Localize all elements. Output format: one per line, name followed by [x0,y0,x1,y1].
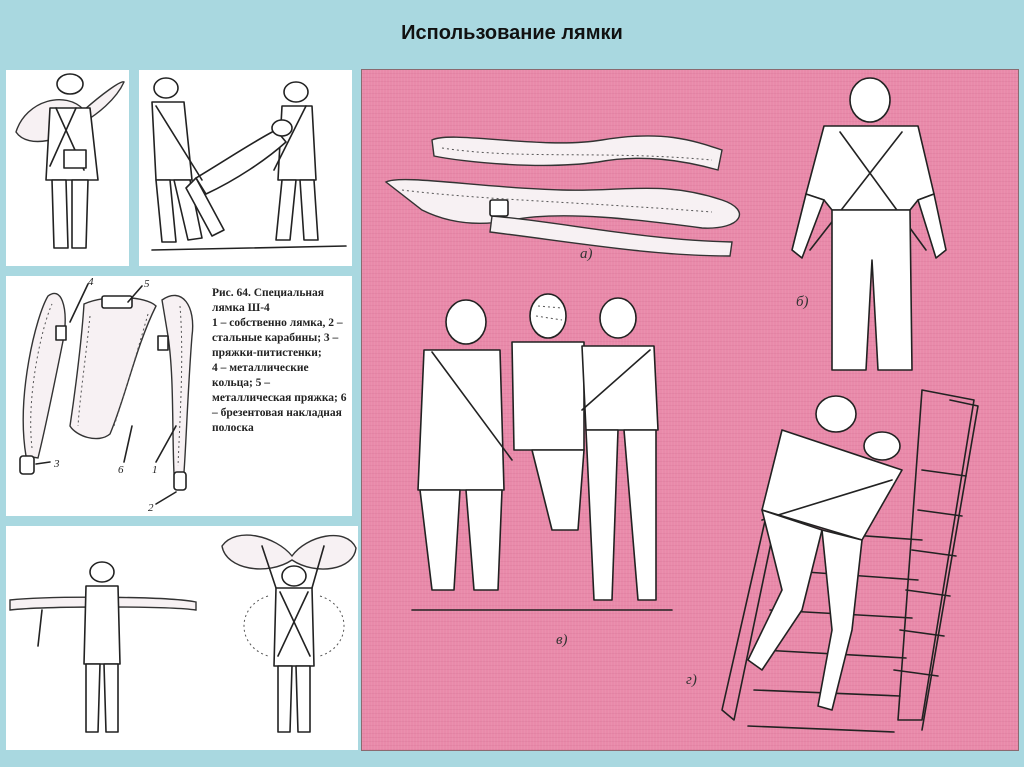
figure-label-v: в) [556,632,568,648]
slide-title: Использование лямки [401,22,623,44]
part-number: 4 [88,276,94,288]
figure-64-strap-sh4 [6,276,352,516]
soldiers-carrying-drawing [6,70,352,266]
man-climbing-ladder-figure [722,390,978,732]
figure-label-b: б) [796,294,809,310]
figure-label-a: а) [580,246,593,262]
soldier-figure-eight-figure [222,535,356,732]
two-soldiers-with-wounded-figure [152,78,346,250]
strap-laid-out-figure [386,136,739,256]
soldier-back-figure [16,74,124,248]
part-number: 2 [148,502,154,514]
illustration-strap-usage [362,70,1018,750]
illustration-soldiers-carrying [6,70,352,266]
part-number: 1 [152,464,158,476]
two-men-carrying-patient-figure [412,294,672,610]
figure-caption: Рис. 64. Специальная лямка Ш-4 1 – собственно лямка, 2 – стальные карабины; 3 – пряжки-питистенки; 4 – металлические кольца; 5 – металлическая пряжка; 6 – брезентовая накладная полоска [212,287,347,434]
part-number: 5 [144,278,150,290]
figure-label-g: г) [686,672,697,688]
part-number: 3 [54,458,60,470]
part-number: 6 [118,464,124,476]
strap-usage-drawing [362,70,1018,750]
strap-fitting-drawing [6,526,358,750]
illustration-strap-fitting [6,526,358,750]
strap-sh4-drawing [6,276,212,516]
soldier-arms-out-figure [10,562,196,732]
man-back-view-figure [792,78,946,370]
